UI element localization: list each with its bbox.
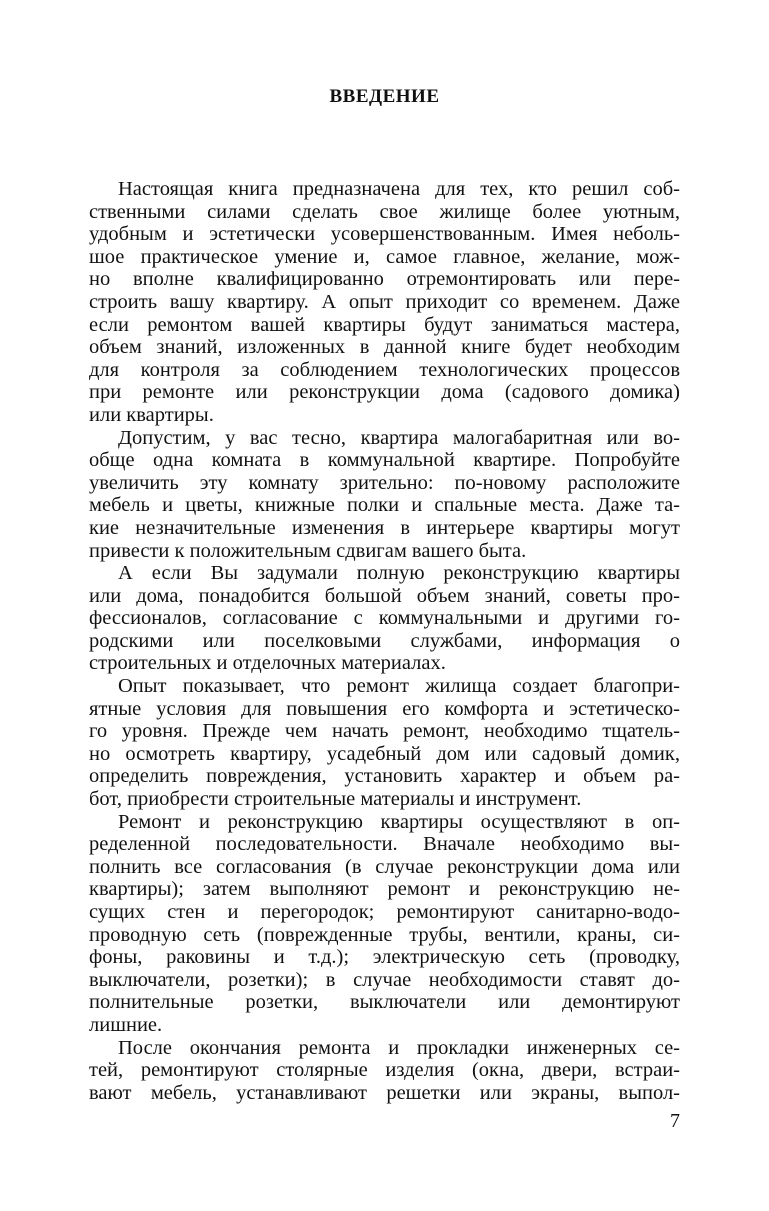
text-line: Ремонт и реконструкцию квартиры осуществляют в оп- [118, 810, 680, 833]
paragraph [89, 427, 680, 563]
text-line: бот, приобрести строительные материалы и инструмент. [89, 788, 582, 811]
text-line: родскими или поселковыми службами, информация о [89, 629, 680, 652]
text-line: ятные условия для повышения его комфорта и эстетическо- [89, 697, 680, 720]
text-line: полнить все согласования (в случае реконструкции дома или [89, 855, 680, 878]
text-line: удобным и эстетически усовершенствованным. Имея неболь- [89, 223, 680, 246]
text-line: фоны, раковины и т.д.); электрическую сеть (проводку, [89, 946, 680, 969]
text-line: вают мебель, устанавливают решетки или экраны, выпол- [89, 1081, 680, 1104]
text-line: квартиры); затем выполняют ремонт и реконструкцию не- [89, 878, 680, 901]
text-line: если ремонтом вашей квартиры будут заниматься мастера, [89, 313, 680, 336]
body-text [89, 178, 680, 1104]
page-number: 7 [670, 1110, 680, 1132]
text-line: привести к положительным сдвигам вашего быта. [89, 539, 527, 562]
text-line: А если Вы задумали полную реконструкцию квартиры [118, 562, 680, 585]
text-line: Настоящая книга предназначена для тех, кто решил соб- [118, 178, 680, 200]
paragraph [89, 675, 680, 811]
text-line: кие незначительные изменения в интерьере квартиры могут [89, 516, 680, 539]
paragraph [89, 178, 680, 427]
text-line: при ремонте или реконструкции дома (садового домика) [89, 381, 680, 404]
text-line: полнительные розетки, выключатели или демонтируют [89, 991, 680, 1014]
text-line: или квартиры. [89, 403, 214, 426]
text-line: мебель и цветы, книжные полки и спальные места. Даже та- [89, 494, 680, 517]
paragraph [89, 811, 680, 1037]
text-line: увеличить эту комнату зрительно: по-новому расположите [89, 471, 680, 494]
text-line: или дома, понадобится большой объем знаний, советы про- [89, 584, 680, 607]
text-line: строительных и отделочных материалах. [89, 652, 446, 675]
text-line: После окончания ремонта и прокладки инженерных се- [118, 1036, 680, 1059]
text-line: тей, ремонтируют столярные изделия (окна, двери, встраи- [89, 1059, 680, 1082]
text-line: Опыт показывает, что ремонт жилища создает благопри- [118, 675, 680, 698]
text-line: но вполне квалифицированно отремонтировать или пере- [89, 268, 680, 291]
text-line: ределенной последовательности. Вначале необходимо вы- [89, 833, 680, 856]
text-line: шое практическое умение и, самое главное, желание, мож- [89, 245, 680, 268]
text-line: выключатели, розетки); в случае необходимости ставят до- [89, 968, 680, 991]
text-line: но осмотреть квартиру, усадебный дом или садовый домик, [89, 742, 680, 765]
text-line: объем знаний, изложенных в данной книге будет необходим [89, 336, 680, 359]
text-line: строить вашу квартиру. А опыт приходит со временем. Даже [89, 290, 680, 313]
text-line: Допустим, у вас тесно, квартира малогабаритная или во- [118, 426, 680, 449]
text-line: определить повреждения, установить характер и объем ра- [89, 765, 680, 788]
text-line: проводную сеть (поврежденные трубы, вентили, краны, си- [89, 923, 680, 946]
paragraph [89, 1037, 680, 1105]
text-line: для контроля за соблюдением технологических процессов [89, 358, 680, 381]
chapter-title: ВВЕДЕНИЕ [329, 86, 440, 107]
text-line: ственными силами сделать свое жилище более уютным, [89, 200, 680, 223]
text-line: лишние. [89, 1013, 163, 1036]
text-line: фессионалов, согласование с коммунальными и другими го- [89, 607, 680, 630]
paragraph [89, 562, 680, 675]
text-line: обще одна комната в коммунальной квартире. Попробуйте [89, 449, 680, 472]
text-line: го уровня. Прежде чем начать ремонт, необходимо тщатель- [89, 720, 680, 743]
text-line: сущих стен и перегородок; ремонтируют санитарно-водо- [89, 901, 680, 923]
